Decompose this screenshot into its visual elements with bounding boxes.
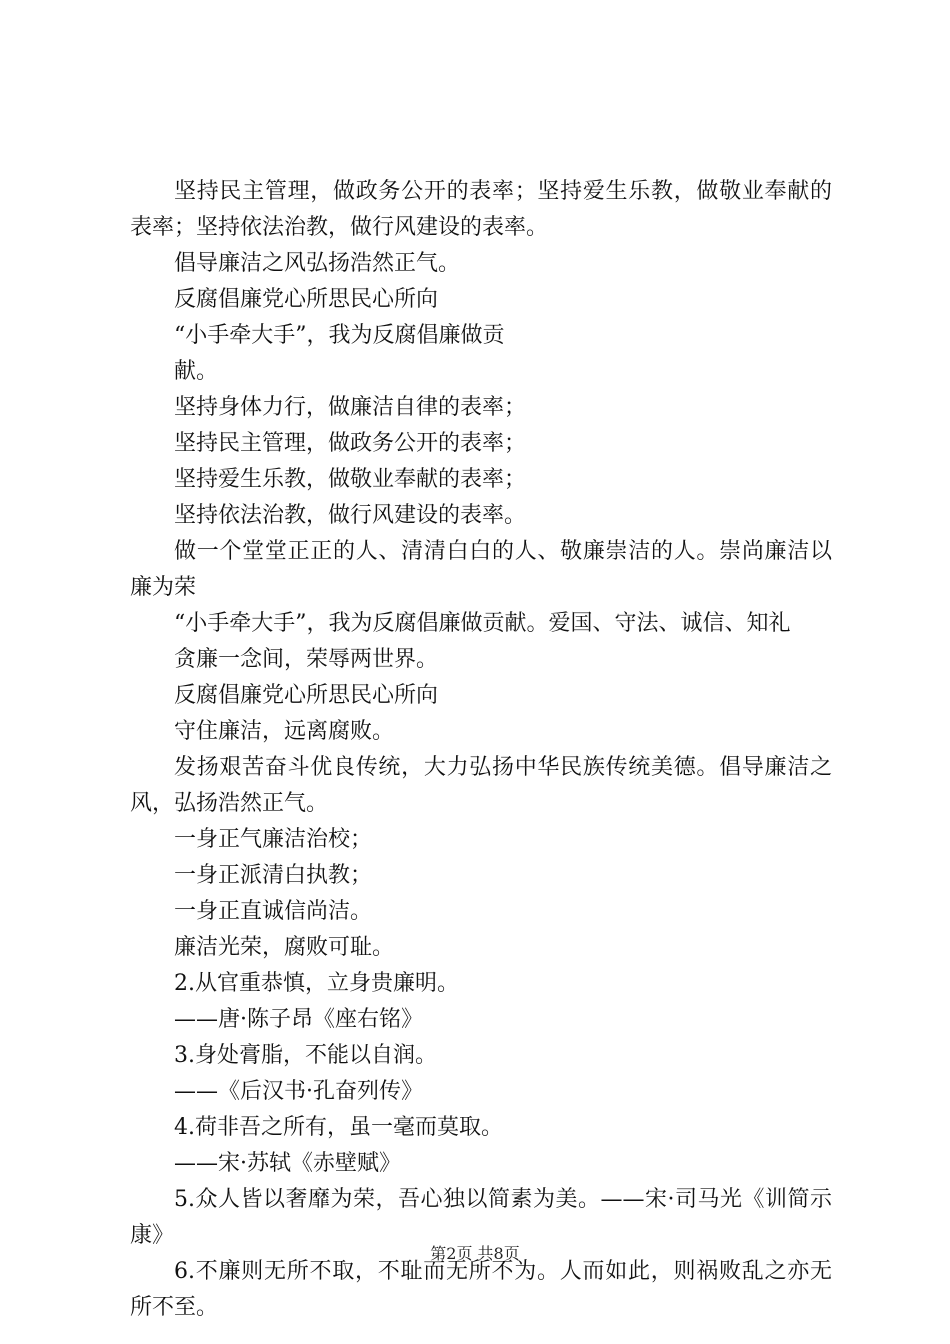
paragraph: 廉洁光荣，腐败可耻。 — [174, 935, 395, 960]
quote-attribution: ——唐·陈子昂《座右铭》 — [174, 1007, 423, 1032]
paragraph: 发扬艰苦奋斗优良传统，大力弘扬中华民族传统美德。倡导廉洁之风，弘扬浩然正气。 — [130, 755, 832, 816]
page-footer — [0, 1244, 950, 1264]
paragraph: “小手牵大手”，我为反腐倡廉做贡献。爱国、守法、诚信、知礼 — [174, 611, 791, 636]
quote-attribution: ——宋·苏轼《赤壁赋》 — [174, 1151, 401, 1176]
numbered-quote: 4.荷非吾之所有，虽一毫而莫取。 — [174, 1115, 503, 1140]
paragraph: 一身正派清白执教； — [174, 863, 373, 888]
page-number: 第2页 共8页 — [430, 1244, 520, 1263]
numbered-quote: 6.不廉则无所不取，不耻而无所不为。人而如此，则祸败乱之亦无所不至。 — [130, 1259, 832, 1320]
quote-attribution: ——《后汉书·孔奋列传》 — [174, 1079, 423, 1104]
paragraph: 坚持民主管理，做政务公开的表率； — [174, 431, 527, 456]
numbered-quote: 3.身处膏脂，不能以自润。 — [174, 1043, 437, 1068]
paragraph: 一身正气廉洁治校； — [174, 827, 373, 852]
numbered-quote: 5.众人皆以奢靡为荣，吾心独以简素为美。——宋·司马光《训简示康》 — [130, 1187, 832, 1248]
paragraph: 坚持民主管理，做政务公开的表率；坚持爱生乐教，做敬业奉献的表率；坚持依法治教，做行风建设的表率。 — [130, 179, 832, 240]
numbered-quote: 2.从官重恭慎，立身贵廉明。 — [174, 971, 459, 996]
paragraph: 一身正直诚信尚洁。 — [174, 899, 373, 924]
document-body — [130, 174, 832, 1326]
paragraph: “小手牵大手”，我为反腐倡廉做贡 — [174, 323, 505, 348]
paragraph: 献。 — [174, 359, 219, 384]
paragraph: 反腐倡廉党心所思民心所向 — [174, 683, 439, 708]
paragraph: 坚持依法治教，做行风建设的表率。 — [174, 503, 527, 528]
paragraph: 做一个堂堂正正的人、清清白白的人、敬廉崇洁的人。崇尚廉洁以廉为荣 — [130, 539, 832, 600]
paragraph: 倡导廉洁之风弘扬浩然正气。 — [174, 251, 461, 276]
paragraph: 反腐倡廉党心所思民心所向 — [174, 287, 439, 312]
paragraph: 贪廉一念间，荣辱两世界。 — [174, 647, 439, 672]
paragraph: 坚持身体力行，做廉洁自律的表率； — [174, 395, 527, 420]
paragraph: 守住廉洁，远离腐败。 — [174, 719, 395, 744]
paragraph: 坚持爱生乐教，做敬业奉献的表率； — [174, 467, 527, 492]
